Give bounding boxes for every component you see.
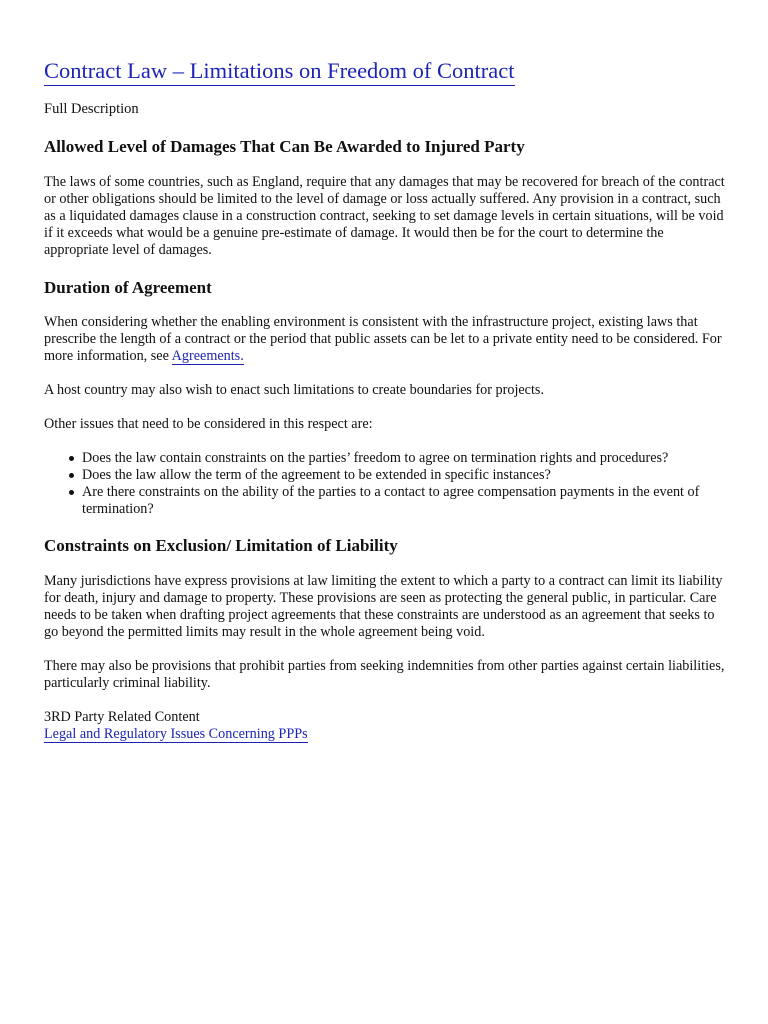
section-paragraph-constraints-1: Many jurisdictions have express provisions at law limiting the extent to which a party to a contract can limit its liability for death, injury and damage to property. These provisions are seen as protecting the general public, in particular. Care needs to be taken when drafting project agreements that these constraints are understood as an agreement that seeks to go beyond the permitted limits may result in the whole agreement being void.: [44, 573, 723, 640]
list-item-text: Does the law contain constraints on the parties’ freedom to agree on termination rights and procedures?: [82, 450, 669, 466]
agreements-link[interactable]: Agreements.: [171, 348, 244, 364]
list-item: [82, 450, 728, 467]
list-item: [82, 467, 728, 484]
bullet-icon: [69, 490, 74, 495]
list-item: [82, 484, 728, 518]
bullet-icon: [69, 473, 74, 478]
section-paragraph-duration-1: [44, 314, 728, 365]
related-content-link-row: [44, 726, 728, 743]
section-heading-damages: Allowed Level of Damages That Can Be Awarded to Injured Party: [44, 137, 525, 156]
list-item-text: Are there constraints on the ability of the parties to a contact to agree compensation payments in the event of termination?: [82, 484, 700, 517]
section-paragraph-constraints-2: There may also be provisions that prohibit parties from seeking indemnities from other parties against certain liabilities, particularly criminal liability.: [44, 658, 725, 691]
subtitle: Full Description: [44, 101, 139, 117]
related-content-label: 3RD Party Related Content: [44, 709, 200, 725]
section-heading-duration: Duration of Agreement: [44, 278, 212, 297]
section-heading-constraints: Constraints on Exclusion/ Limitation of Liability: [44, 536, 398, 555]
paragraph-text: When considering whether the enabling environment is consistent with the infrastructure project, existing laws that prescribe the length of a contract or the period that public assets can be let to a private entity need to be considered. For more information, see: [44, 314, 722, 364]
list-item-text: Does the law allow the term of the agreement to be extended in specific instances?: [82, 467, 551, 483]
issues-bullet-list: [44, 450, 728, 518]
related-content-link[interactable]: Legal and Regulatory Issues Concerning PPPs: [44, 726, 308, 742]
title-link[interactable]: Contract Law – Limitations on Freedom of Contract: [44, 58, 515, 86]
bullet-icon: [69, 456, 74, 461]
section-paragraph-duration-3: Other issues that need to be considered in this respect are:: [44, 416, 373, 432]
page-title: [44, 56, 728, 86]
section-paragraph-damages: The laws of some countries, such as England, require that any damages that may be recovered for breach of the contract or other obligations should be limited to the level of damage or loss actually suffered. Any provision in a contract, such as a liquidated damages clause in a construction contract, seeking to set damage levels in certain situations, will be void if it exceeds what would be a genuine pre-estimate of damage. It would then be for the court to determine the appropriate level of damages.: [44, 174, 725, 258]
section-paragraph-duration-2: A host country may also wish to enact such limitations to create boundaries for projects.: [44, 382, 544, 398]
